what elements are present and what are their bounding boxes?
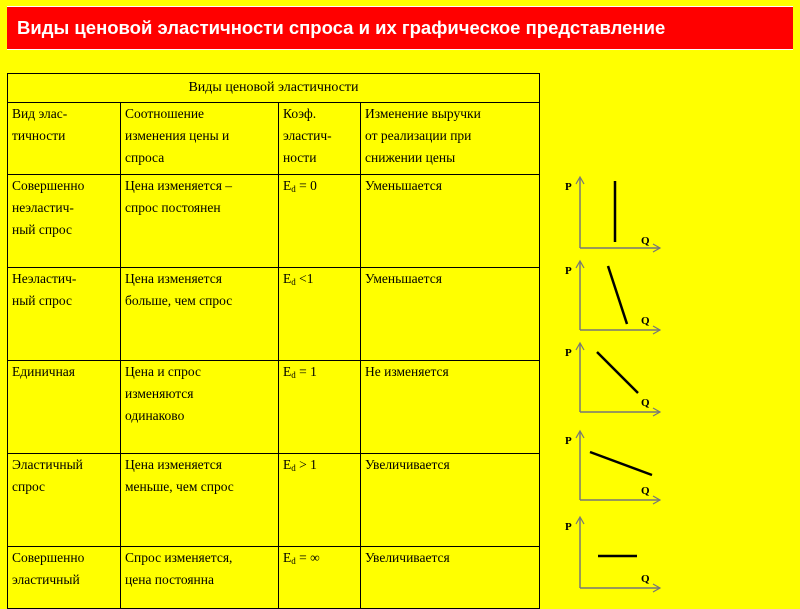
row-coefficient <box>279 547 361 609</box>
row-type: Совершенно неэластич- ный спрос <box>8 175 121 268</box>
table-row <box>8 454 540 547</box>
coef-relation: <1 <box>295 271 314 286</box>
graph-p-label: P <box>565 435 572 447</box>
coef-subscript: d <box>291 556 296 566</box>
coef-relation: = 0 <box>295 178 317 193</box>
coef-symbol: E <box>283 550 292 565</box>
header-revenue: Изменение выручки от реализации при снижении цены <box>361 103 540 175</box>
table-row <box>8 268 540 361</box>
row-revenue: Увеличивается <box>361 547 540 609</box>
graph-p-label: P <box>565 347 572 359</box>
graph-q-label: Q <box>641 235 650 247</box>
row-relation: Цена изменяется больше, чем спрос <box>121 268 279 361</box>
row-relation: Цена и спрос изменяются одинаково <box>121 361 279 454</box>
graph-q-label: Q <box>641 573 650 585</box>
graph-perfectly-elastic <box>560 514 670 596</box>
coef-subscript: d <box>291 463 296 473</box>
row-coefficient <box>279 454 361 547</box>
graph-demand-line <box>590 452 652 475</box>
row-revenue: Увеличивается <box>361 454 540 547</box>
row-relation: Цена изменяется меньше, чем спрос <box>121 454 279 547</box>
table-row <box>8 175 540 268</box>
coef-symbol: E <box>283 457 292 472</box>
row-type: Неэластич- ный спрос <box>8 268 121 361</box>
row-coefficient <box>279 361 361 454</box>
graph-p-label: P <box>565 181 572 193</box>
row-type: Эластичный спрос <box>8 454 121 547</box>
row-relation: Спрос изменяется, цена постоянна <box>121 547 279 609</box>
page-title: Виды ценовой эластичности спроса и их графическое представление <box>17 17 666 38</box>
table-row <box>8 547 540 609</box>
row-coefficient <box>279 268 361 361</box>
row-revenue: Уменьшается <box>361 175 540 268</box>
table-caption: Виды ценовой эластичности <box>8 74 540 103</box>
elasticity-table <box>7 73 540 609</box>
graph-q-label: Q <box>641 397 650 409</box>
graph-unit-elastic <box>560 340 670 422</box>
graph-p-label: P <box>565 265 572 277</box>
row-type: Совершенно эластичный <box>8 547 121 609</box>
graph-demand-line <box>608 266 627 324</box>
header-relation: Соотношение изменения цены и спроса <box>121 103 279 175</box>
coef-symbol: E <box>283 178 292 193</box>
coef-subscript: d <box>291 184 296 194</box>
header-coefficient: Коэф. эластич- ности <box>279 103 361 175</box>
table-row <box>8 361 540 454</box>
graph-inelastic <box>560 258 670 340</box>
table-header-row <box>8 103 540 175</box>
coef-relation: = 1 <box>295 364 317 379</box>
coef-subscript: d <box>291 370 296 380</box>
graph-q-label: Q <box>641 485 650 497</box>
coef-relation: = ∞ <box>295 550 320 565</box>
graph-perfectly-inelastic <box>560 172 670 254</box>
row-revenue: Не изменяется <box>361 361 540 454</box>
row-relation: Цена изменяется – спрос постоянен <box>121 175 279 268</box>
coef-subscript: d <box>291 277 296 287</box>
graph-elastic <box>560 428 670 510</box>
title-bar <box>7 6 793 50</box>
table-caption-row <box>8 74 540 103</box>
coef-symbol: E <box>283 271 292 286</box>
row-revenue: Уменьшается <box>361 268 540 361</box>
graph-p-label: P <box>565 521 572 533</box>
header-type: Вид элас- тичности <box>8 103 121 175</box>
coef-symbol: E <box>283 364 292 379</box>
row-type: Единичная <box>8 361 121 454</box>
coef-relation: > 1 <box>295 457 317 472</box>
graph-demand-line <box>597 352 638 393</box>
graph-q-label: Q <box>641 315 650 327</box>
row-coefficient <box>279 175 361 268</box>
